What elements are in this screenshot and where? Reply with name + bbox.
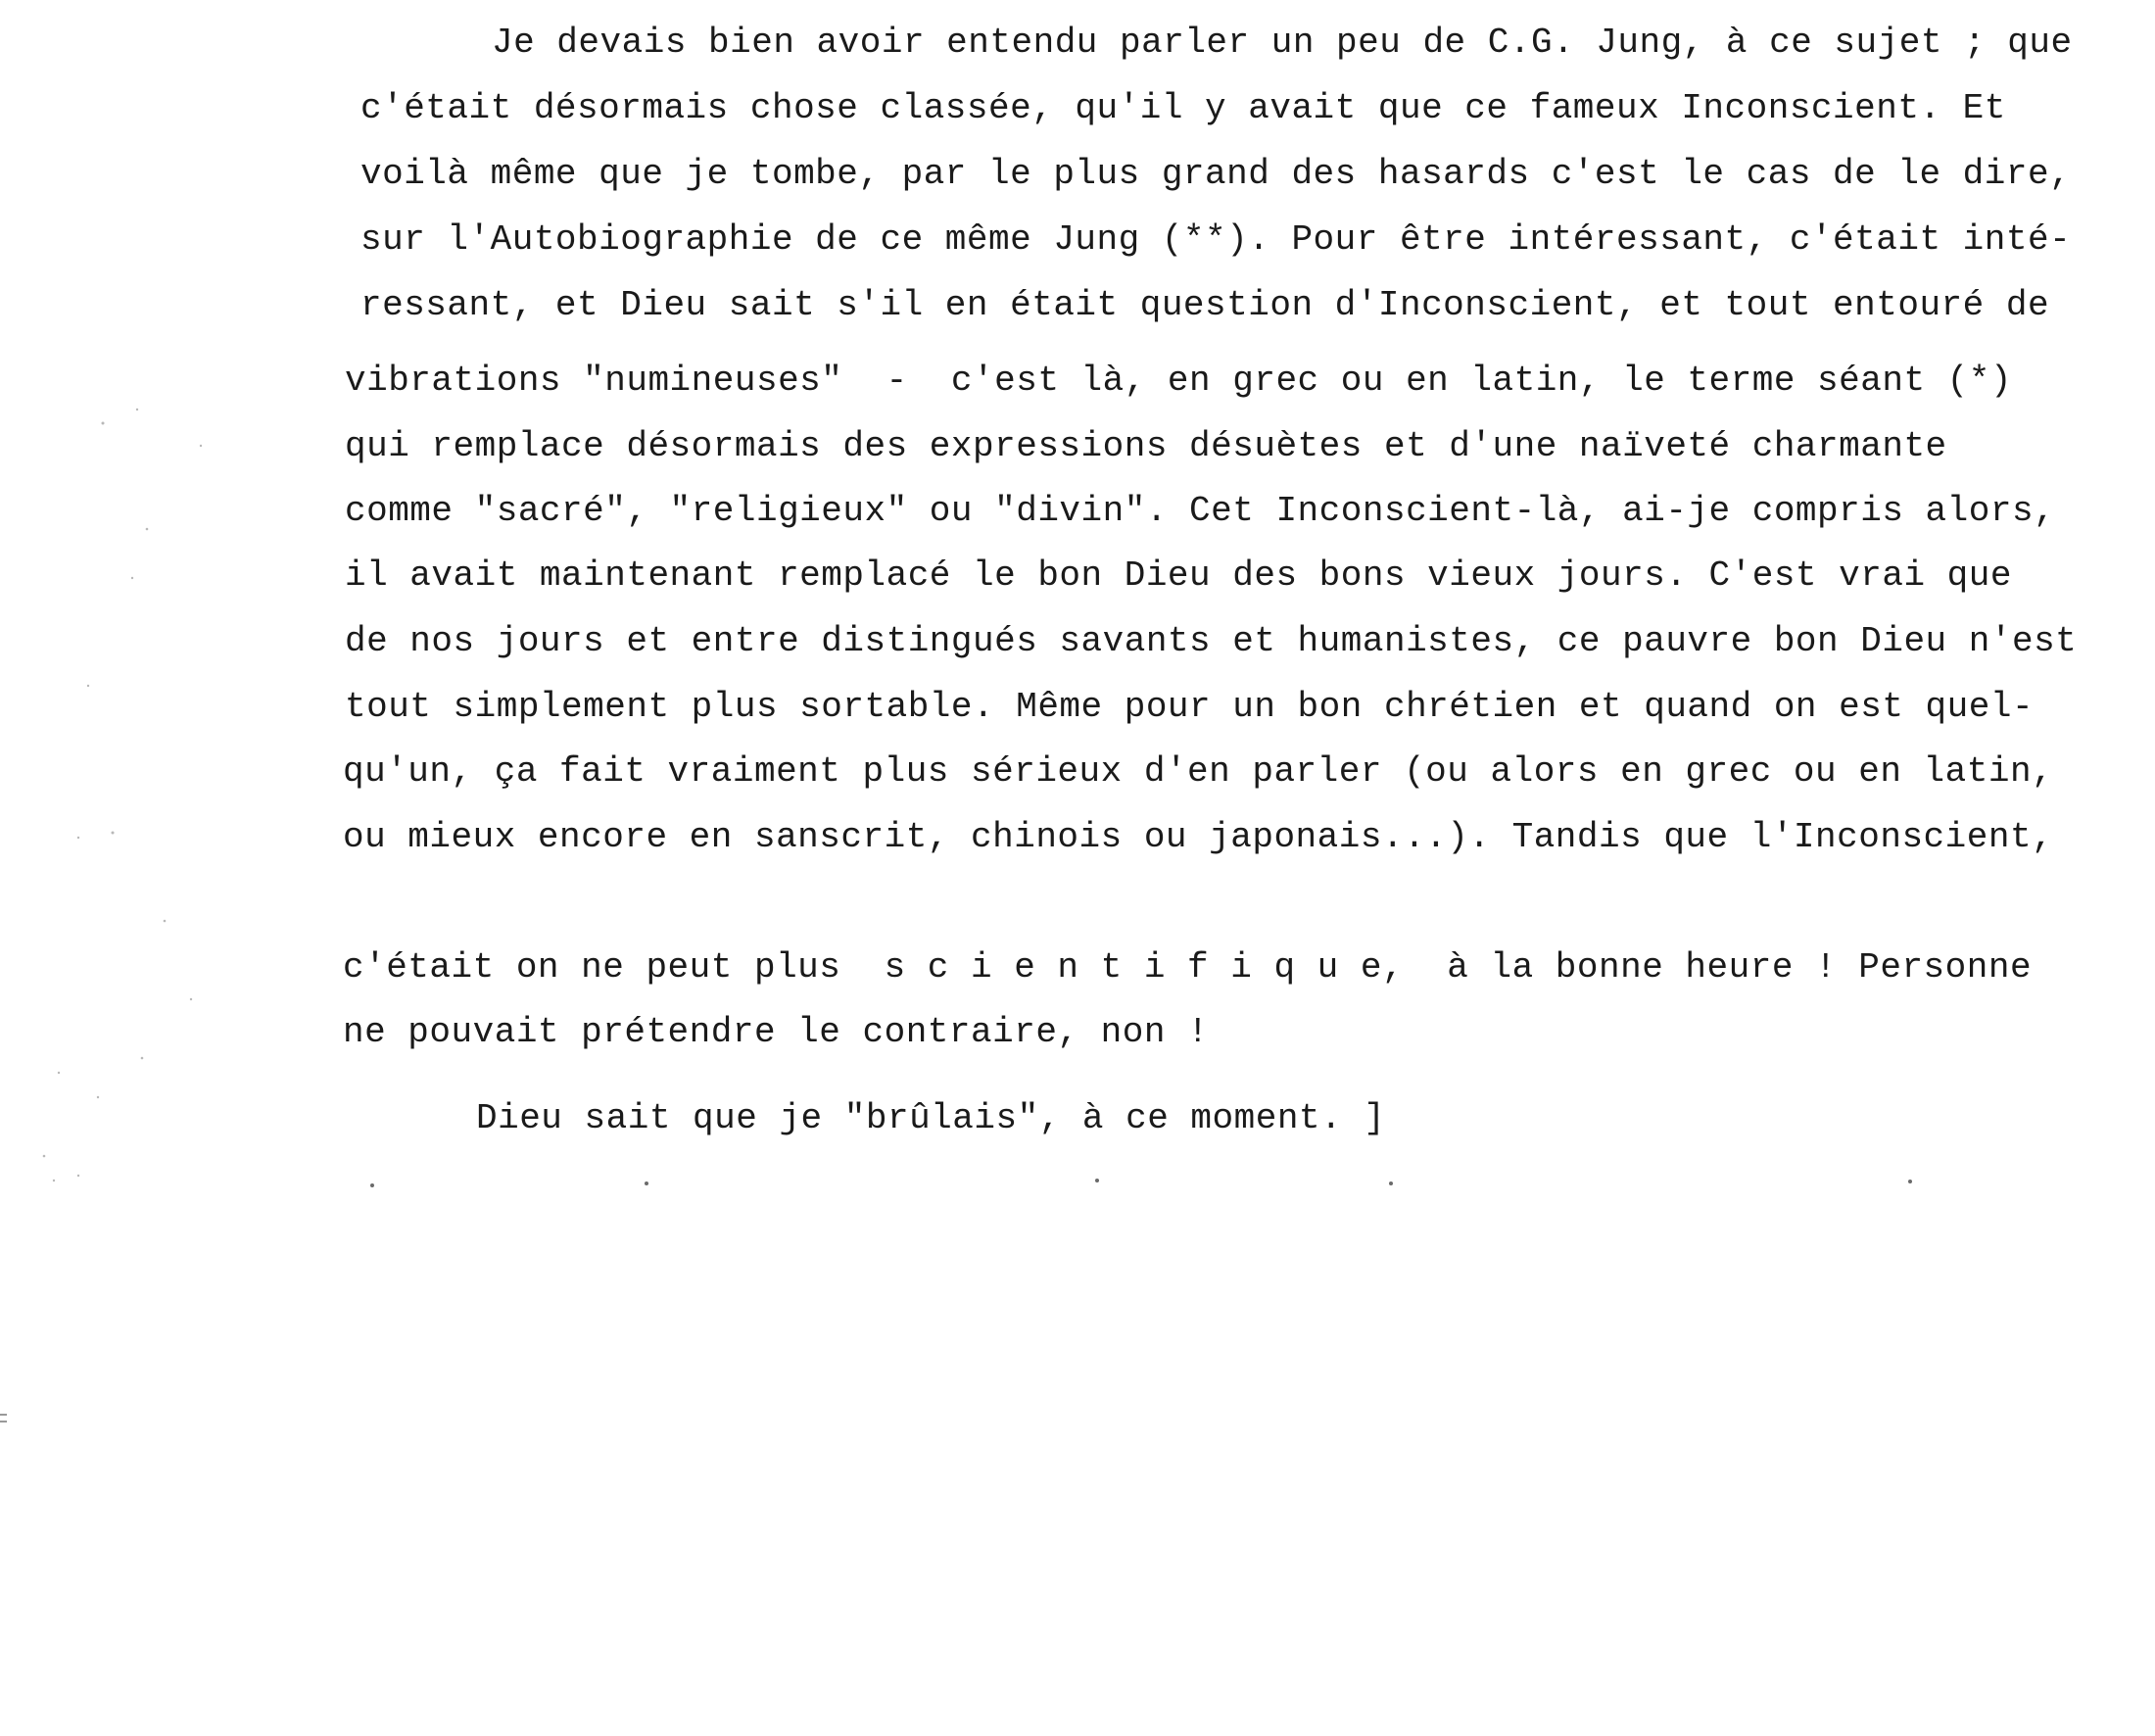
paragraph-1-line-5: ressant, et Dieu sait s'il en était question d'Inconscient, et tout entouré de: [360, 285, 2050, 325]
paragraph-1-line-8: comme "sacré", "religieux" ou "divin". Cet Inconscient-là, ai-je compris alors,: [345, 491, 2056, 531]
paragraph-1-line-10: de nos jours et entre distingués savants et humanistes, ce pauvre bon Dieu n'est: [345, 621, 2078, 661]
paragraph-2-line-1: Dieu sait que je "brûlais", à ce moment. ]: [476, 1098, 1386, 1138]
paragraph-1-line-4: sur l'Autobiographie de ce même Jung (**). Pour être intéressant, c'était inté-: [360, 219, 2072, 260]
paragraph-1-line-13: ou mieux encore en sanscrit, chinois ou japonais...). Tandis que l'Inconscient,: [343, 817, 2054, 857]
paragraph-1-line-3: voilà même que je tombe, par le plus grand des hasards c'est le cas de le dire,: [360, 154, 2072, 194]
paragraph-1-line-7: qui remplace désormais des expressions désuètes et d'une naïveté charmante: [345, 426, 1947, 466]
paragraph-1-line-11: tout simplement plus sortable. Même pour un bon chrétien et quand on est quel-: [345, 687, 2035, 727]
paragraph-1-line-12: qu'un, ça fait vraiment plus sérieux d'en parler (ou alors en grec ou en latin,: [343, 751, 2054, 792]
paragraph-1-line-14: c'était on ne peut plus s c i e n t i f i q u e, à la bonne heure ! Personne: [343, 947, 2033, 988]
paragraph-1-line-15: ne pouvait prétendre le contraire, non !: [343, 1012, 1210, 1052]
paragraph-1-line-9: il avait maintenant remplacé le bon Dieu des bons vieux jours. C'est vrai que: [345, 555, 2012, 596]
paragraph-1-line-6: vibrations "numineuses" - c'est là, en grec ou en latin, le terme séant (*): [345, 361, 2012, 401]
paragraph-1-line-1: Je devais bien avoir entendu parler un peu de C.G. Jung, à ce sujet ; que: [492, 23, 2073, 63]
paragraph-1-line-2: c'était désormais chose classée, qu'il y avait que ce fameux Inconscient. Et: [360, 88, 2006, 128]
